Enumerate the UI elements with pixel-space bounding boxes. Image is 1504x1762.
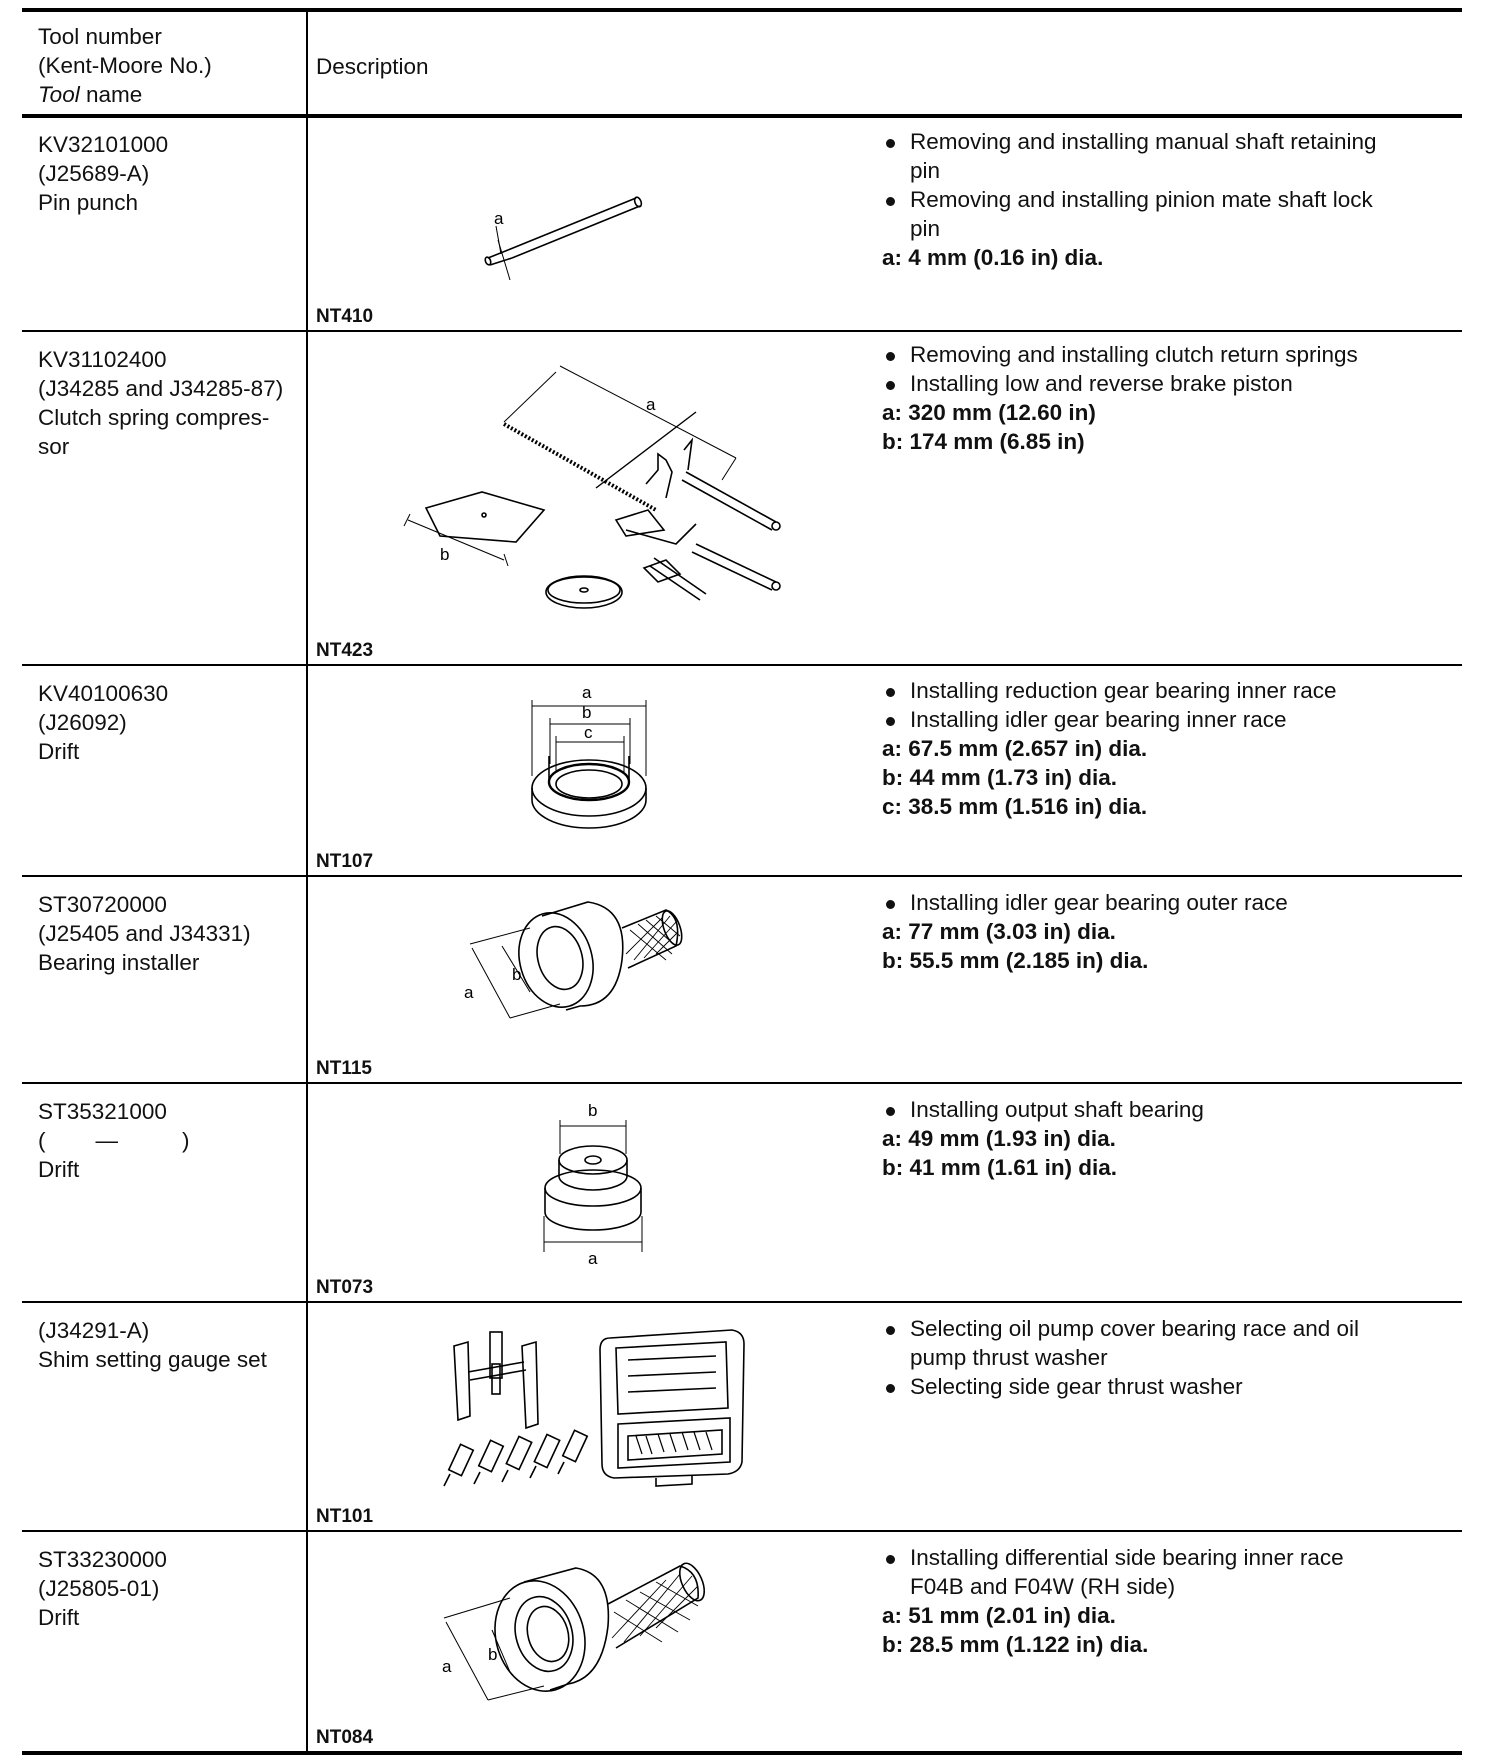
- description-bullet: [882, 1095, 1462, 1124]
- row-rule: [22, 1530, 1462, 1532]
- figure-label-b: b: [512, 965, 522, 984]
- bullet-text-line: Installing reduction gear bearing inner race: [910, 678, 1337, 703]
- figure-label-a: a: [464, 983, 474, 1002]
- figure-label-b: b: [440, 545, 450, 564]
- header-kent-moore: (Kent-Moore No.): [38, 53, 212, 78]
- row-6-description: [882, 1314, 1462, 1401]
- dimension-b: b: 44 mm (1.73 in) dia.: [882, 765, 1118, 790]
- dimension-a: a: 49 mm (1.93 in) dia.: [882, 1126, 1116, 1151]
- row-1-description: [882, 127, 1462, 272]
- row-4-tool: [38, 890, 251, 977]
- row-1-tool: [38, 130, 168, 217]
- figure-label-a: a: [442, 1657, 452, 1676]
- figure-code: NT084: [316, 1727, 374, 1748]
- dimension-b: b: 28.5 mm (1.122 in) dia.: [882, 1632, 1149, 1657]
- header-tool-column: [38, 22, 212, 109]
- figure-label-a: a: [646, 395, 656, 414]
- tool-number: KV31102400: [38, 347, 167, 372]
- figure-label-c: c: [584, 723, 593, 742]
- tool-name: Drift: [38, 739, 80, 764]
- tool-name: Pin punch: [38, 190, 139, 215]
- description-bullet: [882, 127, 1462, 185]
- figure-label-a: a: [494, 209, 504, 228]
- bullet-text-line: Installing output shaft bearing: [910, 1097, 1204, 1122]
- figure-code: NT115: [316, 1058, 372, 1079]
- figure-code: NT073: [316, 1277, 374, 1298]
- tool-number: ST35321000: [38, 1099, 167, 1124]
- row-rule: [22, 330, 1462, 332]
- description-bullet: [882, 340, 1462, 369]
- kent-moore-number: (J25805-01): [38, 1576, 160, 1601]
- bullet-text-line: Installing low and reverse brake piston: [910, 371, 1293, 396]
- no-number-dash: —: [95, 1128, 118, 1153]
- description-bullet: [882, 705, 1462, 734]
- figure-label-b: b: [488, 1645, 498, 1664]
- description-bullet: [882, 185, 1462, 243]
- row-5-description: [882, 1095, 1462, 1182]
- bullet-text-line: F04B and F04W (RH side): [910, 1574, 1176, 1599]
- tool-number: ST30720000: [38, 892, 167, 917]
- drift-illustration: [444, 1546, 734, 1716]
- kent-moore-number: (J26092): [38, 710, 127, 735]
- paren-close: ): [182, 1128, 190, 1153]
- paren-open: (: [38, 1128, 46, 1153]
- kent-moore-number: (J25689-A): [38, 161, 150, 186]
- bullet-text-line: Removing and installing pinion mate shaft lock: [910, 187, 1373, 212]
- bullet-text-line: Selecting side gear thrust washer: [910, 1374, 1243, 1399]
- bullet-text-line: Installing idler gear bearing outer race: [910, 890, 1288, 915]
- kent-moore-number: (J34285 and J34285-87): [38, 376, 284, 401]
- header-name-word: name: [79, 82, 143, 107]
- bullet-text-line: Installing idler gear bearing inner race: [910, 707, 1287, 732]
- bullet-text-line: Removing and installing clutch return springs: [910, 342, 1358, 367]
- drift-illustration: [522, 676, 652, 836]
- bullet-text-line: Selecting oil pump cover bearing race and oil: [910, 1316, 1360, 1341]
- tool-name: Shim setting gauge set: [38, 1347, 267, 1372]
- header-rule: [22, 114, 1462, 118]
- table-top-rule: [22, 8, 1462, 12]
- bullet-text-line: pin: [910, 216, 941, 241]
- row-rule: [22, 875, 1462, 877]
- dimension-c: c: 38.5 mm (1.516 in) dia.: [882, 794, 1148, 819]
- dimension-b: b: 41 mm (1.61 in) dia.: [882, 1155, 1118, 1180]
- row-3-description: [882, 676, 1462, 821]
- kent-moore-number: (J25405 and J34331): [38, 921, 251, 946]
- tool-name: sor: [38, 434, 70, 459]
- bearing-installer-illustration: [464, 888, 720, 1038]
- row-7-tool: [38, 1545, 167, 1632]
- row-7-description: [882, 1543, 1462, 1659]
- header-tool-name: [38, 80, 212, 109]
- tool-name: Drift: [38, 1157, 80, 1182]
- dimension-a: a: 4 mm (0.16 in) dia.: [882, 245, 1104, 270]
- table-bottom-rule: [22, 1751, 1462, 1755]
- column-divider: [306, 10, 308, 1753]
- dimension-b: b: 55.5 mm (2.185 in) dia.: [882, 948, 1149, 973]
- kent-moore-number: [38, 1126, 190, 1155]
- dimension-a: a: 67.5 mm (2.657 in) dia.: [882, 736, 1148, 761]
- dimension-b: b: 174 mm (6.85 in): [882, 429, 1085, 454]
- row-2-description: [882, 340, 1462, 456]
- tool-number: KV32101000: [38, 132, 169, 157]
- dimension-a: a: 320 mm (12.60 in): [882, 400, 1096, 425]
- description-bullet: [882, 369, 1462, 398]
- tool-number: ST33230000: [38, 1547, 167, 1572]
- dimension-a: a: 51 mm (2.01 in) dia.: [882, 1603, 1116, 1628]
- tool-number: KV40100630: [38, 681, 169, 706]
- description-bullet: [882, 888, 1462, 917]
- row-rule: [22, 664, 1462, 666]
- figure-label-b: b: [582, 703, 592, 722]
- tool-name: Bearing installer: [38, 950, 200, 975]
- figure-label-a: a: [582, 683, 592, 702]
- row-rule: [22, 1082, 1462, 1084]
- bullet-text-line: Installing differential side bearing inner race: [910, 1545, 1344, 1570]
- row-5-tool: [38, 1097, 190, 1184]
- figure-code: NT107: [316, 851, 374, 872]
- header-description: Description: [316, 54, 429, 79]
- drift-illustration: [530, 1096, 650, 1266]
- figure-code: NT101: [316, 1506, 374, 1527]
- kent-moore-number: (J34291-A): [38, 1318, 150, 1343]
- figure-label-b: b: [588, 1101, 598, 1120]
- figure-code: NT410: [316, 306, 374, 327]
- row-6-tool: [38, 1316, 267, 1374]
- description-bullet: [882, 676, 1462, 705]
- shim-gauge-set-illustration: [440, 1324, 760, 1494]
- header-tool-word: Tool: [38, 82, 80, 107]
- row-3-tool: [38, 679, 168, 766]
- description-bullet: [882, 1314, 1462, 1372]
- pin-punch-illustration: [468, 188, 658, 288]
- clutch-spring-compressor-illustration: [396, 360, 796, 622]
- bullet-text-line: Removing and installing manual shaft retaining: [910, 129, 1377, 154]
- figure-label-a: a: [588, 1249, 598, 1268]
- bullet-text-line: pin: [910, 158, 941, 183]
- row-rule: [22, 1301, 1462, 1303]
- bullet-text-line: pump thrust washer: [910, 1345, 1108, 1370]
- row-2-tool: [38, 345, 283, 461]
- dimension-a: a: 77 mm (3.03 in) dia.: [882, 919, 1116, 944]
- tool-name: Drift: [38, 1605, 80, 1630]
- description-bullet: [882, 1372, 1462, 1401]
- tool-name: Clutch spring compres-: [38, 405, 270, 430]
- description-bullet: [882, 1543, 1462, 1601]
- figure-code: NT423: [316, 640, 374, 661]
- row-4-description: [882, 888, 1462, 975]
- header-tool-number: Tool number: [38, 24, 162, 49]
